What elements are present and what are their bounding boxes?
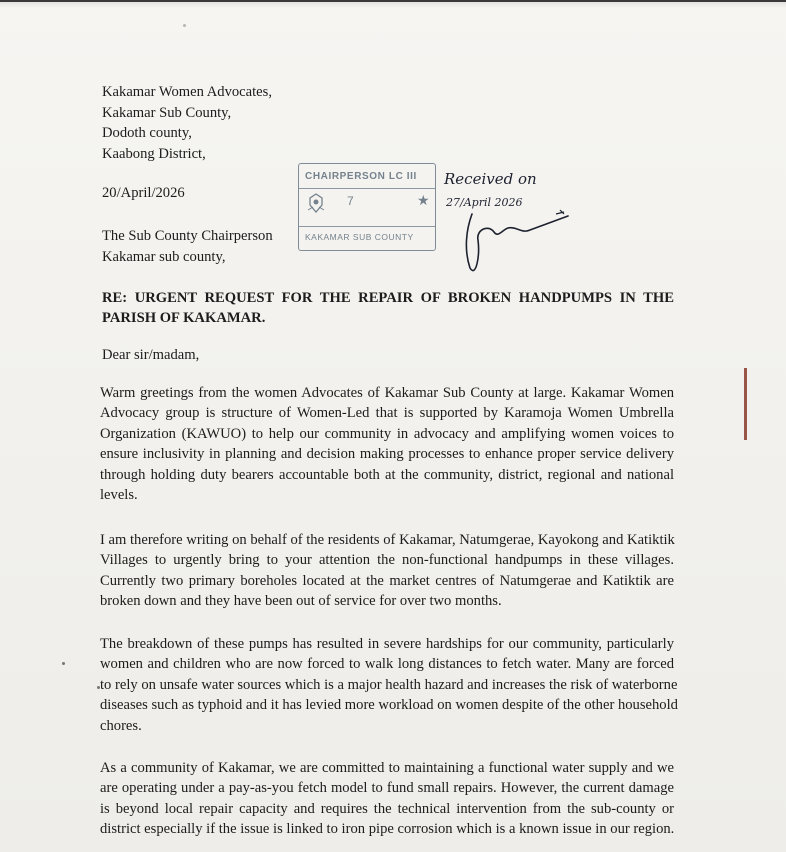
- paragraph-line: is beyond local repair capacity and requires the technical intervention from the sub-county or: [100, 800, 674, 817]
- paragraph-line: Villages to urgently bring to your attention the non-functional handpumps in these villages.: [100, 552, 674, 569]
- signature-scribble: [466, 214, 568, 271]
- sender-line: Kakamar Sub County,: [102, 104, 232, 121]
- recipient-line: Kakamar sub county,: [102, 248, 226, 265]
- paragraph-line: The breakdown of these pumps has resulted in severe hardships for our community, particularly: [100, 636, 674, 652]
- paragraph-line: Currently two primary boreholes located at the market centres of Natumgerae and Katiktik are: [100, 572, 674, 589]
- sender-address: [102, 82, 272, 164]
- received-signature: [436, 160, 586, 280]
- subject-line: RE: URGENT REQUEST FOR THE REPAIR OF BROKEN HANDPUMPS IN THE: [102, 290, 674, 306]
- subject-line: PARISH OF KAKAMAR.: [102, 309, 266, 326]
- stamp-rule: [299, 226, 435, 227]
- sender-line: Kakamar Women Advocates,: [102, 84, 272, 100]
- letter-subject: [102, 289, 674, 328]
- paragraph-line: Advocacy group is structure of Women-Led that is supported by Karamoja Women Umbrella: [100, 405, 674, 422]
- stamp-title: CHAIRPERSON LC III: [305, 171, 417, 182]
- paragraph-line: ensure inclusivity in planning and decision making processes to enhance proper service delivery: [100, 446, 674, 463]
- letter-date: 20/April/2026: [102, 185, 185, 201]
- paragraph-line: are operating under a pay-as-you fetch model to fund small repairs. However, the current damage: [100, 780, 674, 797]
- sender-line: Kaabong District,: [102, 145, 206, 162]
- received-note-line: Received on: [444, 170, 537, 188]
- paragraph-line: As a community of Kakamar, we are committed to maintaining a functional water supply and we: [100, 760, 674, 776]
- body-paragraph: [100, 383, 674, 505]
- stamp-date: 7: [347, 194, 354, 208]
- paragraph-line: district especially if the issue is linked to iron pipe corrosion which is a known issue in our region.: [100, 821, 675, 838]
- recipient-line: The Sub County Chairperson: [102, 228, 273, 244]
- salutation: Dear sir/madam,: [102, 347, 200, 363]
- paragraph-line: through holding duty bearers accountable both at the community, district, regional and national: [100, 466, 674, 483]
- paragraph-line: to rely on unsafe water sources which is a major health hazard and increases the risk of waterborne: [100, 676, 678, 693]
- stamp-rule: [299, 188, 435, 189]
- received-date-line: 27/April 2026: [446, 196, 523, 209]
- body-paragraph: [100, 530, 674, 612]
- coat-of-arms-icon: [305, 192, 327, 214]
- body-paragraph: [100, 634, 678, 736]
- body-paragraph: [100, 758, 674, 840]
- paragraph-line: Warm greetings from the women Advocates of Kakamar Sub County at large. Kakamar Women: [100, 385, 674, 401]
- paragraph-line: chores.: [100, 717, 142, 734]
- page-top-shadow: [0, 2, 786, 8]
- margin-mark: [744, 368, 747, 440]
- margin-dot: [183, 24, 186, 27]
- signature-tick: [556, 210, 564, 214]
- margin-dot: [62, 662, 65, 665]
- paragraph-line: women and children who are now forced to walk long distances to fetch water. Many are forced: [100, 656, 674, 673]
- paragraph-line: levels.: [100, 487, 138, 504]
- paragraph-line: broken down and they have been out of service for over two months.: [100, 593, 502, 610]
- recipient-address: [102, 226, 273, 267]
- paragraph-line: diseases such as typhoid and it has levied more workload on women despite of the other household: [100, 697, 678, 714]
- star-icon: ★: [417, 192, 430, 208]
- paragraph-line: Organization (KAWUO) to help our community in advocacy and amplifying women voices to: [100, 425, 674, 442]
- paragraph-line: I am therefore writing on behalf of the residents of Kakamar, Natumgerae, Kayokong and Katiktik: [100, 532, 675, 548]
- sender-line: Dodoth county,: [102, 125, 192, 141]
- stamp-bottom-text: KAKAMAR SUB COUNTY: [305, 232, 414, 242]
- official-stamp: [298, 163, 436, 251]
